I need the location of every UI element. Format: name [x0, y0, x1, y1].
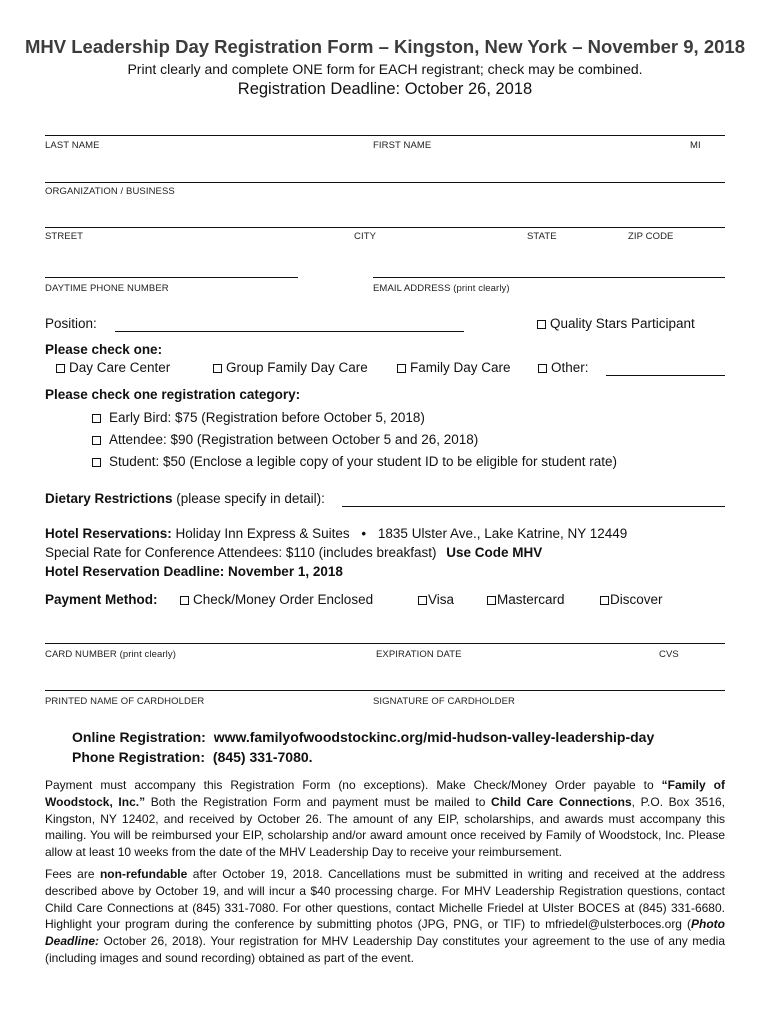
hotel-info [45, 526, 627, 541]
refund-policy [45, 866, 725, 967]
organization-label: ORGANIZATION / BUSINESS [45, 186, 175, 197]
dietary-label [45, 491, 325, 506]
category-heading: Please check one registration category: [45, 387, 301, 402]
category-label: Attendee: $90 (Registration between October 5 and 26, 2018) [109, 432, 479, 447]
organization-line[interactable] [45, 182, 725, 183]
checkbox-icon[interactable] [213, 364, 222, 373]
option-day-care-center[interactable] [56, 360, 170, 375]
other-line[interactable] [606, 375, 725, 376]
option-label: Family Day Care [410, 360, 511, 375]
state-label: STATE [527, 231, 557, 242]
online-label: Online Registration: [72, 729, 206, 745]
email-label: EMAIL ADDRESS (print clearly) [373, 283, 510, 294]
non-refundable-text: non-refundable [99, 867, 188, 881]
phone-registration [72, 749, 313, 765]
payment-instructions [45, 777, 725, 861]
cardholder-name-label: PRINTED NAME OF CARDHOLDER [45, 696, 205, 707]
hotel-code: Use Code MHV [446, 545, 543, 560]
card-number-label: CARD NUMBER (print clearly) [45, 649, 176, 660]
payment-visa[interactable] [418, 592, 454, 607]
checkbox-icon[interactable] [538, 364, 547, 373]
phone-reg-label: Phone Registration: [72, 749, 206, 765]
form-title: MHV Leadership Day Registration Form – Kingston, New York – November 9, 2018 [25, 36, 745, 57]
hotel-label: Hotel Reservations: [45, 526, 172, 541]
checkbox-icon[interactable] [397, 364, 406, 373]
para-text: Fees are [45, 867, 100, 881]
form-subtitle: Print clearly and complete ONE form for EACH registrant; check may be combined. [127, 61, 643, 77]
payment-label: Payment Method: [45, 592, 158, 607]
check-one-heading: Please check one: [45, 342, 163, 357]
hotel-deadline: Hotel Reservation Deadline: November 1, 2018 [45, 564, 343, 579]
photo-deadline-label: Photo Deadline: [45, 917, 725, 949]
first-name-label: FIRST NAME [373, 140, 432, 151]
hotel-rate-line [45, 545, 542, 560]
registration-deadline: Registration Deadline: October 26, 2018 [237, 80, 533, 98]
phone-reg-number: (845) 331-7080. [212, 749, 313, 765]
position-line[interactable] [115, 331, 464, 332]
mail-recipient: Child Care Connections [491, 794, 632, 809]
phone-label: DAYTIME PHONE NUMBER [45, 283, 169, 294]
checkbox-icon[interactable] [418, 596, 427, 605]
option-label: Day Care Center [69, 360, 171, 375]
email-line[interactable] [373, 277, 725, 278]
cardholder-signature-label: SIGNATURE OF CARDHOLDER [373, 696, 515, 707]
name-line[interactable] [45, 135, 725, 136]
payment-mastercard[interactable] [487, 592, 565, 607]
dietary-hint: (please specify in detail): [172, 491, 325, 506]
last-name-label: LAST NAME [45, 140, 100, 151]
category-student[interactable] [92, 454, 617, 469]
hotel-name: Holiday Inn Express & Suites [171, 526, 350, 541]
checkbox-icon[interactable] [180, 596, 189, 605]
quality-stars-option[interactable] [537, 316, 695, 331]
hotel-rate: Special Rate for Conference Attendees: $110 (includes breakfast) [45, 545, 437, 560]
option-label: Group Family Day Care [226, 360, 368, 375]
card-line[interactable] [45, 643, 725, 644]
bullet-icon: • [361, 526, 367, 541]
position-label: Position: [45, 316, 97, 331]
payment-option-label: Visa [428, 592, 455, 607]
online-url[interactable]: www.familyofwoodstockinc.org/mid-hudson-valley-leadership-day [213, 729, 655, 745]
hotel-address: 1835 Ulster Ave., Lake Katrine, NY 12449 [377, 526, 628, 541]
payment-option-label: Mastercard [497, 592, 565, 607]
option-group-family-day-care[interactable] [213, 360, 368, 375]
option-family-day-care[interactable] [397, 360, 511, 375]
mi-label: MI [690, 140, 701, 151]
checkbox-icon[interactable] [92, 436, 101, 445]
para-text: October 26, 2018). Your registration for MHV Leadership Day constitutes your agreement to the use of any media (including images and sound recording) obtained as part of the event. [45, 934, 725, 965]
city-label: CITY [354, 231, 377, 242]
expiration-label: EXPIRATION DATE [376, 649, 462, 660]
category-attendee[interactable] [92, 432, 478, 447]
option-label: Other: [551, 360, 589, 375]
payee-name: “Family of Woodstock, Inc.” [45, 778, 725, 809]
payment-check[interactable] [180, 592, 373, 607]
cardholder-line[interactable] [45, 690, 725, 691]
zip-label: ZIP CODE [628, 231, 674, 242]
checkbox-icon[interactable] [92, 414, 101, 423]
para-text: Payment must accompany this Registration Form (no exceptions). Make Check/Money Order payable to [45, 778, 662, 792]
checkbox-icon[interactable] [537, 320, 546, 329]
para-text: Both the Registration Form and payment must be mailed to [145, 794, 492, 809]
quality-stars-label: Quality Stars Participant [550, 316, 695, 331]
online-registration [72, 729, 654, 745]
category-label: Early Bird: $75 (Registration before October 5, 2018) [109, 410, 425, 425]
phone-line[interactable] [45, 277, 298, 278]
checkbox-icon[interactable] [56, 364, 65, 373]
category-label: Student: $50 (Enclose a legible copy of your student ID to be eligible for student rate) [109, 454, 618, 469]
address-line[interactable] [45, 227, 725, 228]
category-early-bird[interactable] [92, 410, 425, 425]
option-other[interactable] [538, 360, 589, 375]
dietary-title: Dietary Restrictions [45, 491, 173, 506]
checkbox-icon[interactable] [600, 596, 609, 605]
checkbox-icon[interactable] [487, 596, 496, 605]
street-label: STREET [45, 231, 84, 242]
para-text: after October 19, 2018. Cancellations must be submitted in writing and received at the address described above by October 19, and will incur a $40 processing charge. For MHV Leadership Registration questions, contact Child Care Connections at (845) 331-7080. For other questions, contact Michelle Friedel at Ulster BOCES at (845) 331-6680. Highlight your program during the conference by submitting photos (JPG, PNG, or TIF) to mfriedel@ulsterboces.org ( [45, 867, 725, 932]
checkbox-icon[interactable] [92, 458, 101, 467]
para-text: , P.O. Box 3516, Kingston, NY 12402, and received by October 26. The amount of any EIP, scholarships, and awards must accompany this mailing. You will be reimbursed your EIP, scholarship and/or award amount once received by Family of Woodstock, Inc. Please allow at least 10 weeks from the date of the MHV Leadership Day to receive your reimbursement. [45, 794, 725, 860]
payment-discover[interactable] [600, 592, 663, 607]
dietary-line[interactable] [342, 506, 725, 507]
payment-option-label: Discover [610, 592, 663, 607]
cvs-label: CVS [659, 649, 679, 660]
payment-option-label: Check/Money Order Enclosed [193, 592, 374, 607]
